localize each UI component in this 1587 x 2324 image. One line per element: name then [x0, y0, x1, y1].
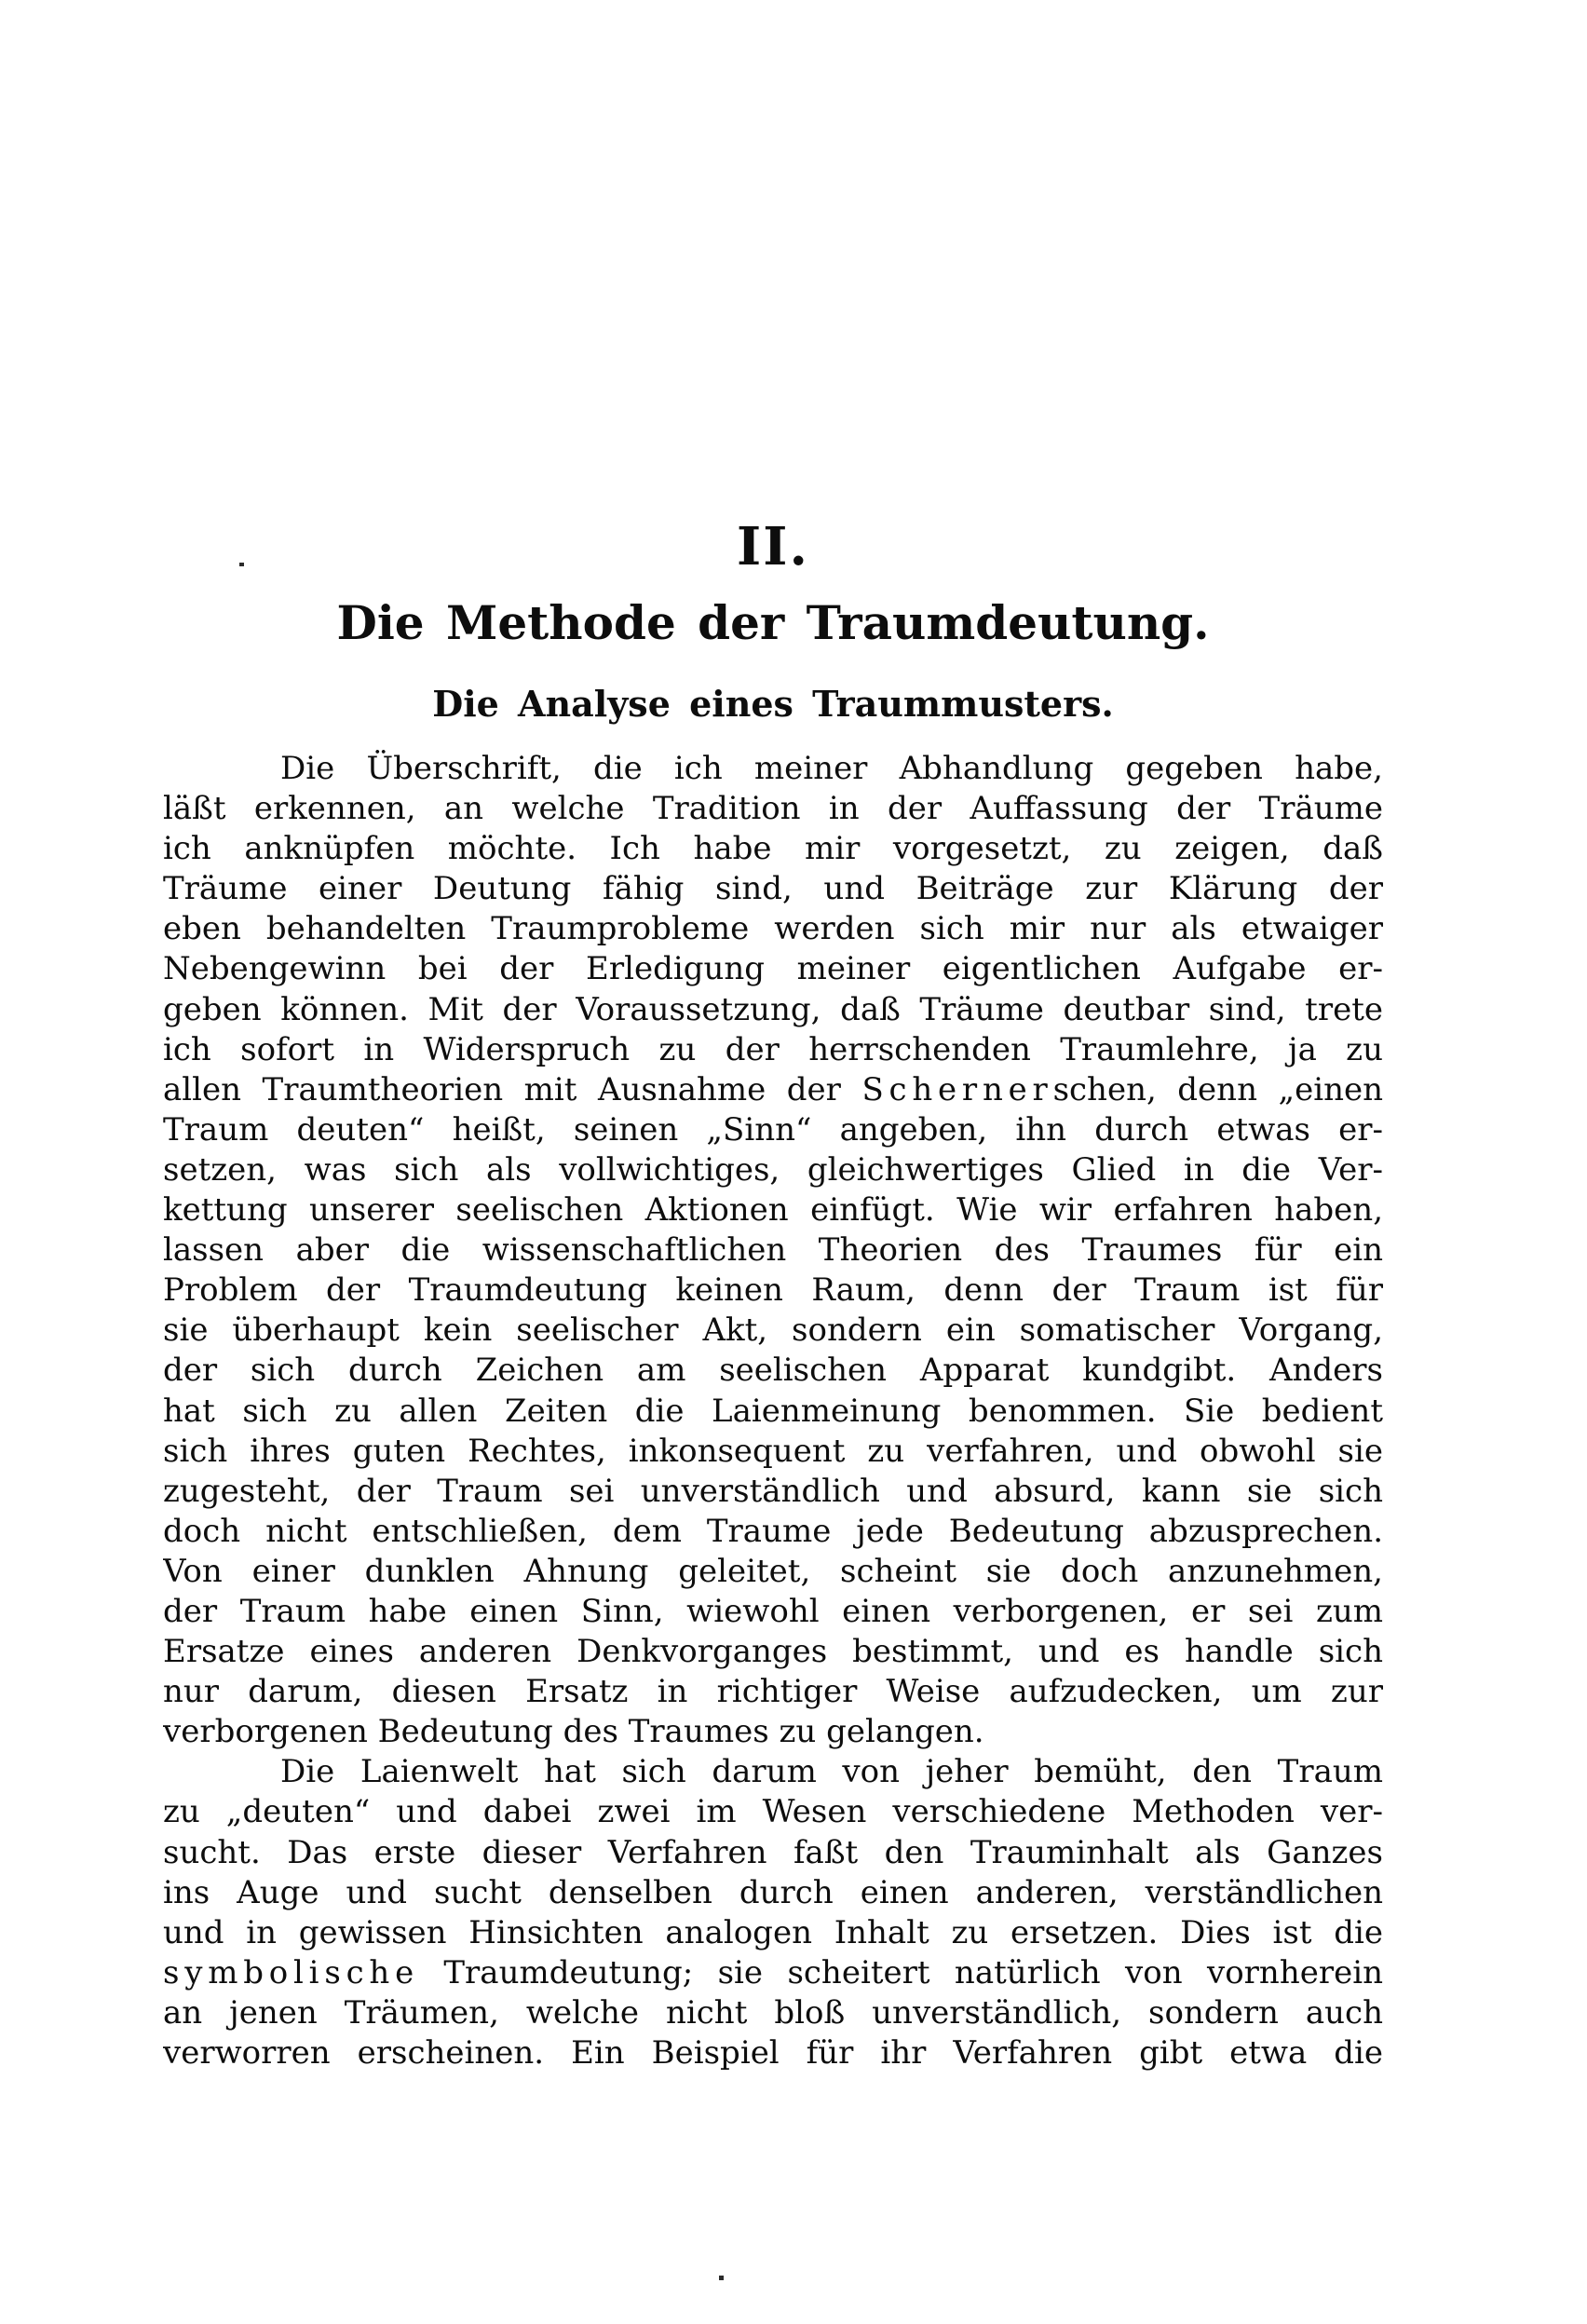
text-segment: sich ihres guten Rechtes, inkonsequent zu verfahren, und obwohl sie — [163, 1432, 1383, 1470]
text-segment: zugesteht, der Traum sei unverständlich und absurd, kann sie sich — [163, 1472, 1383, 1510]
scan-speck — [719, 2276, 724, 2280]
text-segment: Nebengewinn bei der Erledigung meiner eigentlichen Aufgabe er- — [163, 950, 1383, 988]
body-text — [163, 749, 1383, 2073]
text-segment: der sich durch Zeichen am seelischen Apparat kundgibt. Anders — [163, 1352, 1383, 1390]
text-line — [163, 1592, 1383, 1632]
text-segment: Die Überschrift, die ich meiner Abhandlung gegeben habe, — [280, 750, 1383, 787]
text-segment: Traumdeutung; sie scheitert natürlich von vornherein — [418, 1953, 1383, 1991]
text-segment: läßt erkennen, an welche Tradition in der Auffassung der Träume — [163, 790, 1383, 828]
text-line — [163, 1230, 1383, 1271]
text-segment: Von einer dunklen Ahnung geleitet, scheint sie doch anzunehmen, — [163, 1552, 1383, 1590]
text-segment: verworren erscheinen. Ein Beispiel für ihr Verfahren gibt etwa die — [163, 2034, 1383, 2072]
text-line — [163, 1833, 1383, 1873]
text-segment: setzen, was sich als vollwichtiges, gleichwertiges Glied in die Ver- — [163, 1150, 1383, 1189]
text-line — [163, 1953, 1383, 1993]
chapter-title: Die Methode der Traumdeutung. — [336, 595, 1210, 650]
text-line — [163, 1873, 1383, 1913]
text-line — [163, 990, 1383, 1030]
text-line — [163, 1632, 1383, 1672]
text-line — [163, 1472, 1383, 1512]
text-segment: Traum deuten“ heißt, seinen „Sinn“ angeben, ihn durch etwas er- — [163, 1110, 1383, 1148]
text-line — [163, 1190, 1383, 1230]
text-segment: an jenen Träumen, welche nicht bloß unverständlich, sondern auch — [163, 1993, 1383, 2032]
text-segment: sie überhaupt kein seelischer Akt, sondern ein somatischer Vorgang, — [163, 1311, 1383, 1350]
text-segment: Träume einer Deutung fähig sind, und Beiträge zur Klärung der — [163, 870, 1383, 908]
text-line — [163, 909, 1383, 949]
text-segment: ich sofort in Widerspruch zu der herrschenden Traumlehre, ja zu — [163, 1030, 1383, 1068]
text-segment: ich anknüpfen möchte. Ich habe mir vorgesetzt, zu zeigen, daß — [163, 830, 1383, 868]
text-segment: verborgenen Bedeutung des Traumes zu gelangen. — [163, 1713, 984, 1751]
text-line — [163, 1110, 1383, 1150]
text-segment: und in gewissen Hinsichten analogen Inhalt zu ersetzen. Dies ist die — [163, 1913, 1383, 1951]
text-line — [163, 749, 1383, 789]
text-line — [163, 1030, 1383, 1070]
text-segment: ins Auge und sucht denselben durch einen anderen, verständlichen — [163, 1873, 1383, 1911]
text-segment: Problem der Traumdeutung keinen Raum, denn der Traum ist für — [163, 1271, 1383, 1310]
text-line — [163, 949, 1383, 989]
text-segment: sucht. Das erste dieser Verfahren faßt den Trauminhalt als Ganzes — [163, 1833, 1383, 1871]
text-line — [163, 1432, 1383, 1472]
text-line — [163, 789, 1383, 829]
text-line — [163, 1070, 1383, 1110]
text-line — [163, 1993, 1383, 2033]
text-segment: geben können. Mit der Voraussetzung, daß Träume deutbar sind, trete — [163, 990, 1383, 1028]
letterspaced-text: Scherner — [861, 1070, 1053, 1108]
text-line — [163, 1792, 1383, 1832]
text-segment: der Traum habe einen Sinn, wiewohl einen verborgenen, er sei zum — [163, 1592, 1383, 1630]
letterspaced-text: symbolische — [163, 1953, 419, 1991]
text-segment: hat sich zu allen Zeiten die Laienmeinung benommen. Sie bedient — [163, 1392, 1383, 1430]
paragraph — [163, 1752, 1383, 2073]
text-segment: allen Traumtheorien mit Ausnahme der — [163, 1070, 862, 1108]
text-line — [163, 1392, 1383, 1432]
text-line — [163, 1752, 1383, 1792]
text-segment: nur darum, diesen Ersatz in richtiger Weise aufzudecken, um zur — [163, 1673, 1383, 1711]
text-line — [163, 1271, 1383, 1311]
text-line — [163, 1913, 1383, 1953]
text-line — [163, 1351, 1383, 1391]
text-line — [163, 869, 1383, 909]
text-line — [163, 1672, 1383, 1712]
text-line — [163, 829, 1383, 869]
text-line — [163, 1512, 1383, 1552]
text-segment: zu „deuten“ und dabei zwei im Wesen verschiedene Methoden ver- — [163, 1793, 1383, 1831]
text-line — [163, 1552, 1383, 1592]
section-title: Die Analyse eines Traummusters. — [432, 683, 1114, 725]
text-segment: eben behandelten Traumprobleme werden sich mir nur als etwaiger — [163, 910, 1383, 948]
text-segment: schen, denn „einen — [1052, 1070, 1383, 1108]
text-segment: doch nicht entschließen, dem Traume jede Bedeutung abzusprechen. — [163, 1512, 1383, 1550]
text-line — [163, 2033, 1383, 2073]
text-line — [163, 1712, 1383, 1752]
text-line — [163, 1150, 1383, 1190]
text-line — [163, 1311, 1383, 1351]
text-segment: Die Laienwelt hat sich darum von jeher bemüht, den Traum — [280, 1753, 1383, 1791]
text-segment: Ersatze eines anderen Denkvorganges bestimmt, und es handle sich — [163, 1633, 1383, 1671]
chapter-number: II. — [737, 516, 809, 578]
text-segment: lassen aber die wissenschaftlichen Theorien des Traumes für ein — [163, 1231, 1383, 1270]
paragraph — [163, 749, 1383, 1752]
text-segment: kettung unserer seelischen Aktionen einfügt. Wie wir erfahren haben, — [163, 1191, 1383, 1230]
